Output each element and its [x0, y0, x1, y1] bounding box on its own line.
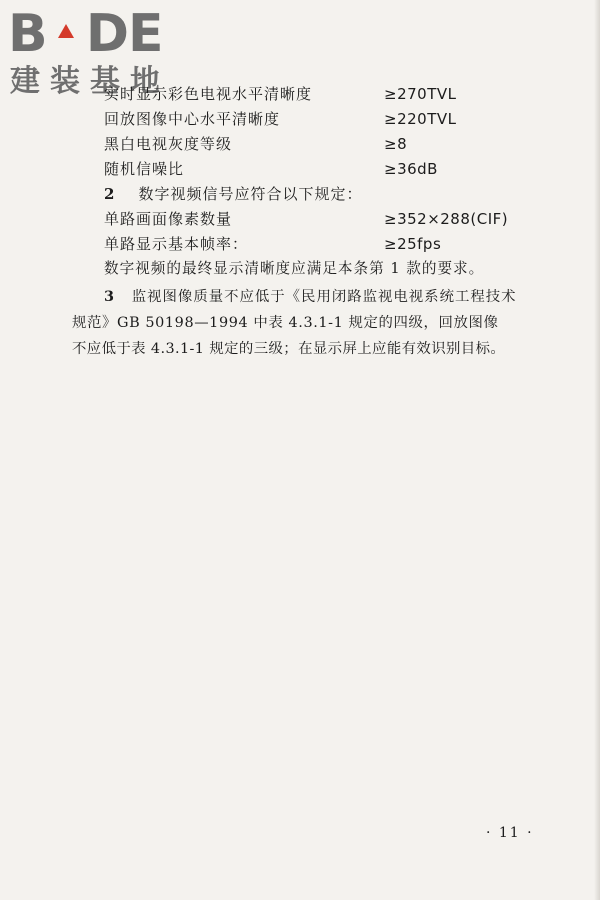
item-3-line-2: 规范》GB 50198—1994 中表 4.3.1-1 规定的四级，回放图像 — [72, 315, 499, 331]
logo-letters-de: DE — [85, 4, 163, 64]
spec-label: 回放图像中心水平清晰度 — [104, 110, 281, 128]
spec-row — [104, 207, 564, 231]
spec-row — [104, 157, 564, 181]
page-number: · 11 · — [486, 825, 534, 841]
spec-value: ≥8 — [384, 135, 408, 153]
spec-value: ≥25fps — [384, 235, 442, 253]
item-3-line-3: 不应低于表 4.3.1-1 规定的三级；在显示屏上应能有效识别目标。 — [72, 341, 506, 357]
item-text: 监视图像质量不应低于《民用闭路监视电视系统工程技术 — [131, 289, 517, 305]
item-2-heading — [104, 182, 363, 206]
spec-row — [104, 82, 564, 106]
spec-value: ≥352×288(CIF) — [384, 210, 509, 228]
item-number: 3 — [104, 288, 116, 305]
logo-letter-b: B — [8, 4, 47, 64]
logo-subtitle: 建装基地 — [10, 64, 170, 99]
spec-label: 单路画面像素数量 — [104, 210, 233, 228]
page-edge-shadow — [594, 0, 600, 900]
logo-triangle-icon — [58, 24, 74, 38]
logo-letter-a — [47, 4, 86, 64]
item-number: 2 — [104, 185, 116, 203]
spec-label: 实时显示彩色电视水平清晰度 — [104, 85, 313, 103]
spec-label: 单路显示基本帧率： — [104, 235, 249, 253]
spec-value: ≥270TVL — [384, 85, 457, 103]
spec-row — [104, 107, 564, 131]
logo-wordmark — [8, 4, 163, 64]
spec-row — [104, 232, 564, 256]
item-3-line-1 — [104, 285, 517, 309]
spec-value: ≥220TVL — [384, 110, 457, 128]
spec-label: 随机信噪比 — [104, 160, 185, 178]
item-text: 数字视频信号应符合以下规定： — [138, 185, 363, 203]
spec-label: 黑白电视灰度等级 — [104, 135, 233, 153]
spec-value: ≥36dB — [384, 160, 438, 178]
spec-row — [104, 132, 564, 156]
final-clarity-text: 数字视频的最终显示清晰度应满足本条第 1 款的要求。 — [104, 260, 485, 277]
